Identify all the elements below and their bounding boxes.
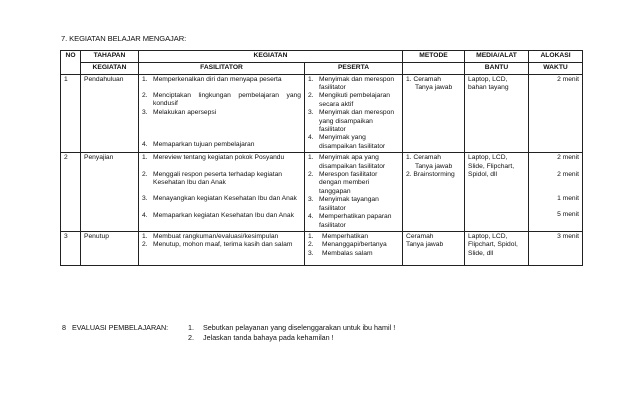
list-item: 4. Memaparkan tujuan pembelajaran — [142, 141, 255, 149]
row-metode: 1. Ceramah Tanya jawab 2. Brainstorming — [403, 153, 465, 232]
list-item: 3. Menyimak dan merespon yang disampaikan fasilitator — [308, 109, 395, 134]
table-header-row — [61, 51, 583, 63]
row-media: Laptop, LCD, Slide, Flipchart, Spidol, dll — [465, 153, 529, 232]
header-fasilitator: FASILITATOR — [139, 62, 305, 74]
list-item: 4. Menyimak yang disampaikan fasilitator — [308, 134, 386, 150]
header-peserta: PESERTA — [305, 62, 403, 74]
row-tahapan: Penutup — [81, 231, 139, 265]
list-item: 2. Merespon fasilitator dengan memberi tanggapan — [308, 171, 378, 195]
list-item: 1. Sebutkan pelayanan yang diselenggarakan untuk ibu hamil ! — [188, 323, 396, 332]
list-item: 3. Melakukan apersepsi — [142, 108, 217, 116]
header-tahapan: TAHAPAN — [81, 51, 139, 63]
list-item: 3. Menayangkan kegiatan Kesehatan Ibu dan Anak — [142, 195, 297, 203]
list-item: 3. Menyimak tayangan fasilitator — [308, 196, 379, 212]
header-metode-2 — [403, 62, 465, 74]
row-no: 3 — [61, 231, 81, 265]
row-waktu: 2 menit 2 menit 1 menit 5 menit — [529, 153, 583, 232]
row-fasilitator — [139, 153, 305, 232]
header-media: MEDIA/ALAT — [465, 51, 529, 63]
row-peserta — [305, 74, 403, 153]
header-media-2: BANTU — [465, 62, 529, 74]
evaluation-label: 8 EVALUASI PEMBELAJARAN: — [62, 323, 169, 332]
table-subheader-row — [61, 62, 583, 74]
list-item: 1. Membuat rangkuman/evaluasi/kesimpulan — [142, 232, 279, 240]
header-no: NO — [61, 51, 81, 75]
list-item: 1. Memperhatikan — [308, 232, 369, 240]
row-fasilitator — [139, 231, 305, 265]
list-item: 2. Menanggapi/bertanya — [308, 241, 387, 249]
list-item: 2. Menutup, mohon maaf, terima kasih dan salam — [142, 241, 293, 249]
row-waktu: 3 menit — [529, 231, 583, 265]
list-item: 4. Memperhatikan paparan fasilitator — [308, 213, 392, 229]
row-waktu: 2 menit — [529, 74, 583, 153]
row-fasilitator — [139, 74, 305, 153]
row-metode: 1. Ceramah Tanya jawab — [403, 74, 465, 153]
row-tahapan: Pendahuluan — [81, 74, 139, 153]
list-item: 1. Menyimak dan merespon fasilitator — [308, 75, 395, 91]
header-kegiatan: KEGIATAN — [139, 51, 403, 63]
list-item: 2. Menciptakan lingkungan pembelajaran yang — [142, 92, 301, 99]
list-item: 2. Jelaskan tanda bahaya pada kehamilan ! — [188, 333, 334, 342]
row-media: Laptop, LCD, Flipchart, Spidol, Slide, dll — [465, 231, 529, 265]
header-tahapan-2: KEGIATAN — [81, 62, 139, 74]
row-media: Laptop, LCD, bahan tayang — [465, 74, 529, 153]
list-item: 1. Memperkenalkan diri dan menyapa peserta — [142, 75, 282, 83]
list-item: kondusif — [153, 100, 178, 108]
table-row — [61, 231, 583, 265]
section-7-title: 7. KEGIATAN BELAJAR MENGAJAR: — [61, 34, 187, 43]
row-no: 1 — [61, 74, 81, 153]
list-item: 2. Mengikuti pembelajaran secara aktif — [308, 92, 391, 108]
table-row — [61, 74, 583, 153]
row-peserta — [305, 153, 403, 232]
list-item: 4. Memaparkan kegiatan Kesehatan Ibu dan Anak — [142, 211, 294, 219]
row-no: 2 — [61, 153, 81, 232]
list-item: 1. Menyimak apa yang disampaikan fasilitator — [308, 154, 386, 170]
header-metode: METODE — [403, 51, 465, 63]
list-item: 1. Mereview tentang kegiatan pokok Posyandu — [142, 154, 285, 162]
evaluation-questions — [188, 323, 395, 343]
header-alokasi-2: WAKTU — [529, 62, 583, 74]
row-tahapan: Penyajian — [81, 153, 139, 232]
lesson-activity-table — [60, 50, 583, 266]
table-row — [61, 153, 583, 232]
header-alokasi: ALOKASI — [529, 51, 583, 63]
row-peserta — [305, 231, 403, 265]
list-item: 3. Membalas salam — [308, 249, 373, 257]
row-metode: Ceramah Tanya jawab — [403, 231, 465, 265]
list-item: 2. Menggali respon peserta terhadap kegiatan Kesehatan Ibu dan Anak — [142, 170, 283, 187]
